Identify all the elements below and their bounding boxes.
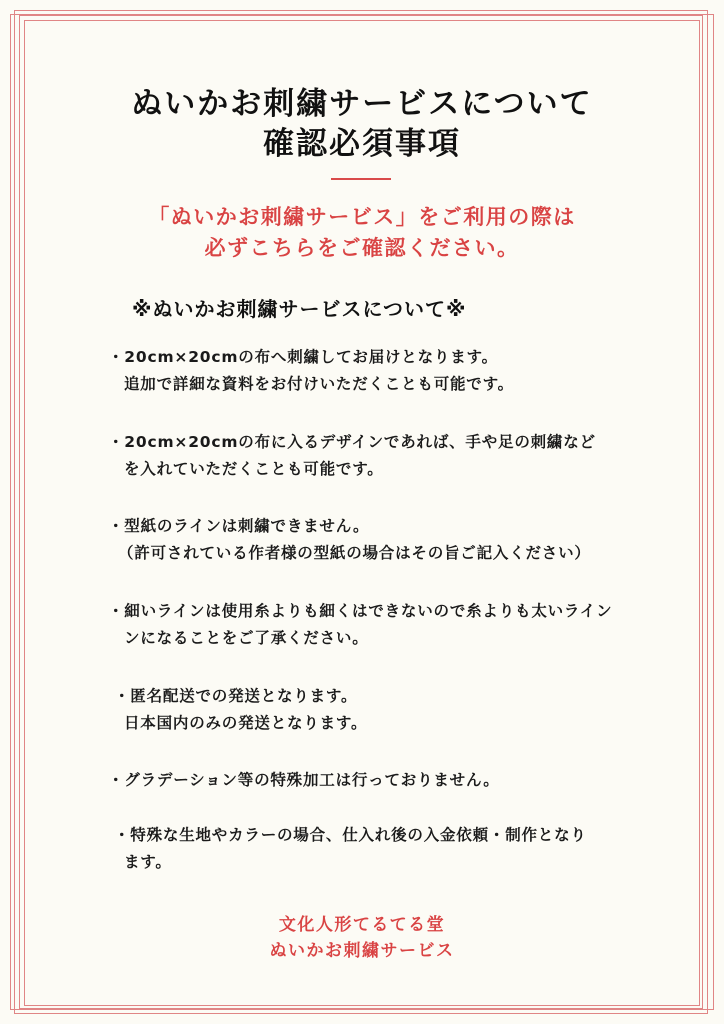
item-1-line-2: 追加で詳細な資料をお付けいただくことも可能です。 <box>124 375 514 393</box>
footer-service-name: ぬいかお刺繍サービス <box>269 941 455 961</box>
item-3-line-2: （許可されている作者様の型紙の場合はその旨ご記入ください） <box>118 544 591 562</box>
item-1-line-1: ・20cm×20cmの布へ刺繍してお届けとなります。 <box>108 348 498 366</box>
item-2-line-1: ・20cm×20cmの布に入るデザインであれば、手や足の刺繍など <box>108 433 596 451</box>
item-5-line-1: ・匿名配送での発送となります。 <box>114 687 358 705</box>
item-7-line-2: ます。 <box>124 853 172 871</box>
page-title-line-1: ぬいかお刺繍サービスについて <box>131 86 593 122</box>
decorative-frame-middle <box>19 15 703 1009</box>
page-title-line-2: 確認必須事項 <box>263 126 461 162</box>
item-4-line-1: ・細いラインは使用糸よりも細くはできないので糸よりも太いライン <box>108 602 613 620</box>
lead-notice-line-1: 「ぬいかお刺繍サービス」をご利用の際は <box>148 205 576 229</box>
item-2-line-2: を入れていただくことも可能です。 <box>124 460 384 478</box>
item-5-line-2: 日本国内のみの発送となります。 <box>124 714 368 732</box>
item-6-line-1: ・グラデーション等の特殊加工は行っておりません。 <box>108 771 500 789</box>
item-4-line-2: ンになることをご了承ください。 <box>124 629 369 647</box>
footer-shop-name: 文化人形てるてる堂 <box>278 915 446 935</box>
item-3-line-1: ・型紙のラインは刺繍できません。 <box>108 517 370 535</box>
lead-notice-line-2: 必ずこちらをご確認ください。 <box>204 236 520 260</box>
title-divider <box>331 178 391 180</box>
section-heading: ※ぬいかお刺繍サービスについて※ <box>132 297 467 321</box>
item-7-line-1: ・特殊な生地やカラーの場合、仕入れ後の入金依頼・制作となり <box>114 826 587 844</box>
decorative-frame-offset <box>10 14 714 1010</box>
